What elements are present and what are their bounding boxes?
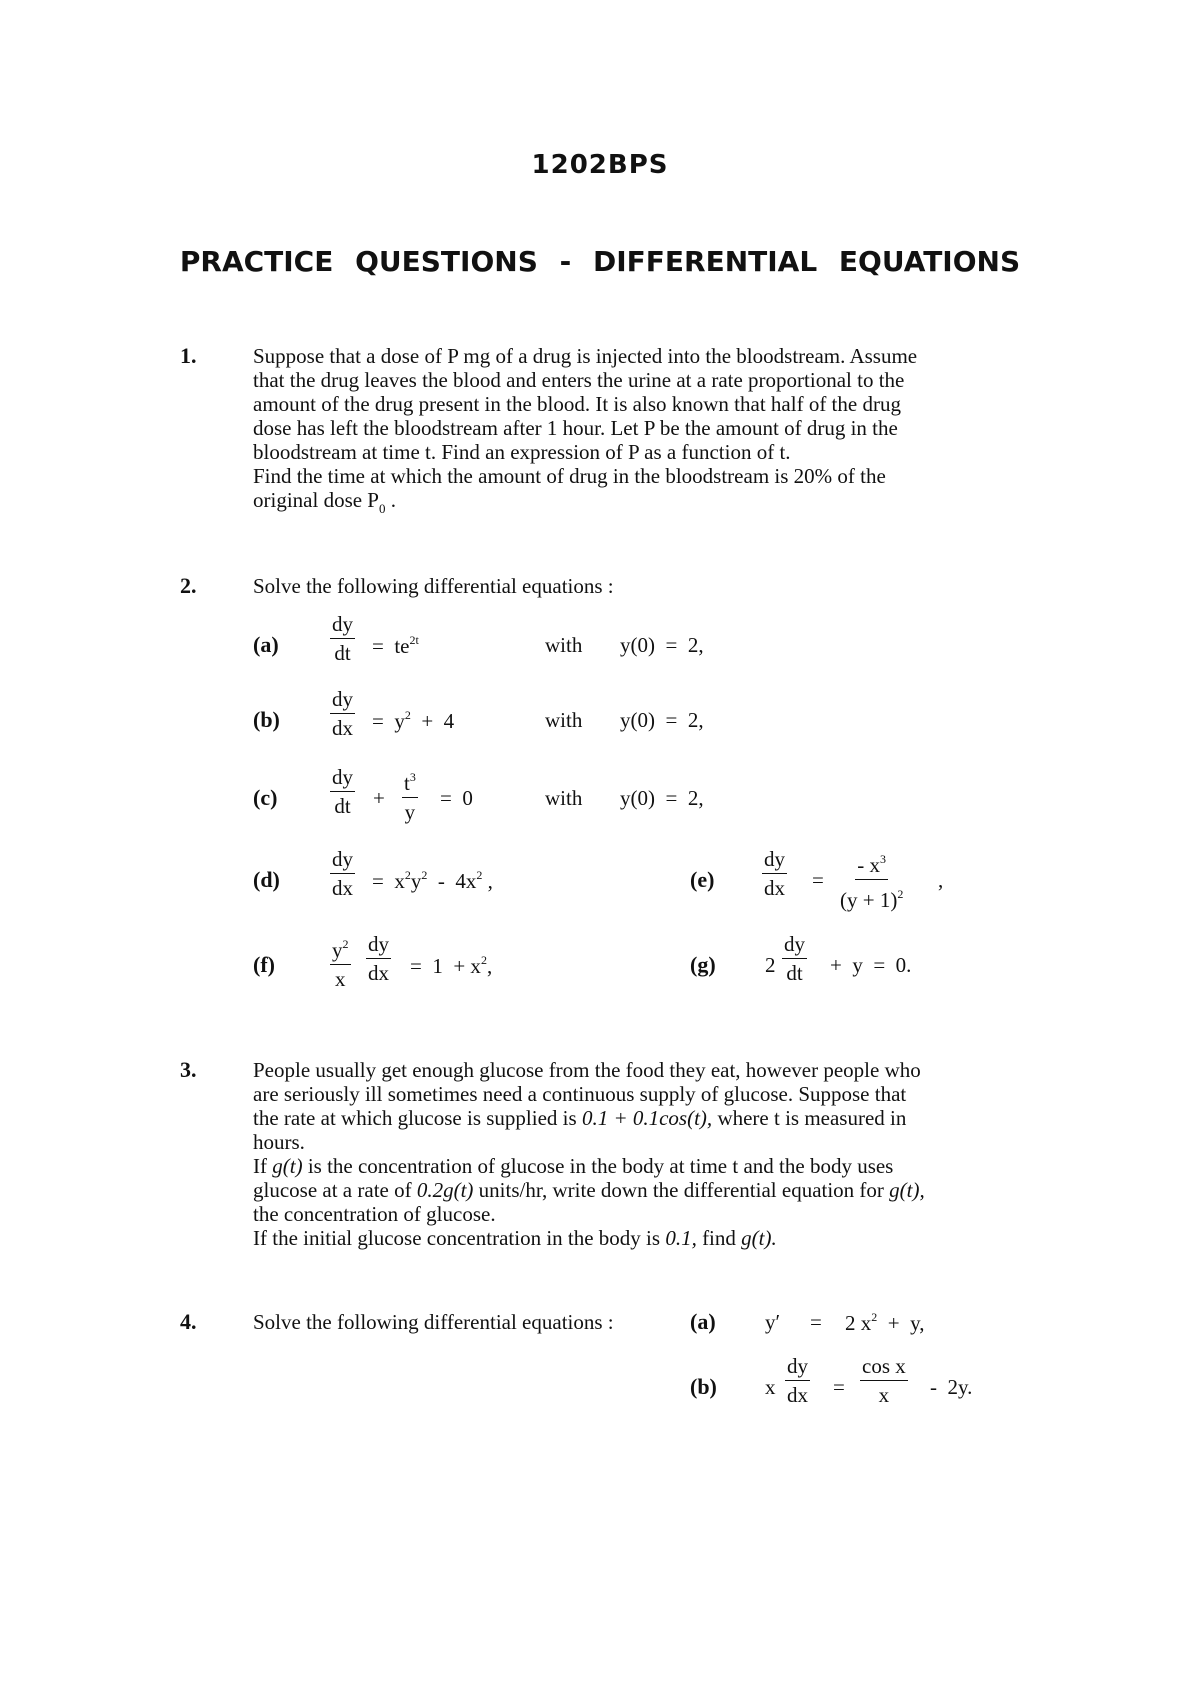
q2a-with: with — [545, 633, 583, 657]
q2a-derivative: $\frac{dy}{dt}$ — [332, 612, 353, 665]
q3-line: the rate at which glucose is supplied is 0.1 + 0.1cos(t), where t is measured in — [253, 1106, 907, 1130]
q2c-condition: y(0) = 2, — [620, 786, 704, 810]
q3-line: If the initial glucose concentration in the body is 0.1, find g(t). — [253, 1226, 777, 1250]
q2e-label: (e) — [690, 867, 715, 892]
q3-line: are seriously ill sometimes need a continuous supply of glucose. Suppose that — [253, 1082, 907, 1106]
q2d-derivative: $\frac{dy}{dx}$ — [332, 847, 353, 900]
q2b-rhs: = $y^2 + 4$ — [372, 708, 455, 733]
q1-line: Suppose that a dose of P mg of a drug is injected into the bloodstream. Assume — [253, 344, 918, 368]
question-1-number: 1. — [180, 343, 197, 368]
q2f-fraction: $\frac{y^2}{x}$ — [330, 930, 351, 993]
q1-line: Find the time at which the amount of drug in the bloodstream is 20% of the — [253, 464, 886, 488]
question-4-number: 4. — [180, 1309, 197, 1334]
q2b-label: (b) — [253, 707, 280, 732]
q2c-label: (c) — [253, 785, 278, 810]
q2a-rhs: = $te^{2t}$ — [372, 633, 419, 658]
question-2-number: 2. — [180, 573, 197, 598]
q2d-label: (d) — [253, 867, 280, 892]
q2e-fraction: $\frac{- x^3}{(y + 1)^2}$ — [840, 845, 903, 914]
q1-line: amount of the drug present in the blood. It is also known that half of the drug — [253, 392, 901, 416]
q2f-derivative: $\frac{dy}{dx}$ — [368, 932, 389, 985]
question-3-text — [253, 1058, 1053, 1250]
q2g-rhs: + y = 0. — [830, 953, 912, 977]
q2e-comma: , — [938, 868, 944, 892]
q4a-label: (a) — [690, 1309, 716, 1334]
q2a-condition: y(0) = 2, — [620, 633, 704, 657]
question-4-intro: Solve the following differential equations : — [253, 1310, 614, 1334]
question-3-number: 3. — [180, 1057, 197, 1082]
q2b-condition: y(0) = 2, — [620, 708, 704, 732]
q4a-lhs: y′ — [765, 1310, 781, 1334]
q2a-label: (a) — [253, 632, 279, 657]
q4b-rhs: - 2y. — [930, 1375, 973, 1399]
q3-line: If g(t) is the concentration of glucose in the body at time t and the body uses — [253, 1154, 894, 1178]
q2c-with: with — [545, 786, 583, 810]
q2d-rhs: = $x^2y^2 - 4x^2$ , — [372, 868, 493, 893]
q4a-rhs: 2 $x^2 + y$, — [845, 1310, 925, 1335]
q1-line: bloodstream at time t. Find an expression of P as a function of t. — [253, 440, 791, 464]
q4b-x: x — [765, 1375, 776, 1399]
q2b-with: with — [545, 708, 583, 732]
q2f-label: (f) — [253, 952, 275, 977]
q2c-derivative: $\frac{dy}{dt}$ — [332, 765, 353, 818]
q3-line: the concentration of glucose. — [253, 1202, 496, 1226]
q2b-derivative: $\frac{dy}{dx}$ — [332, 687, 353, 740]
q1-last-line: original dose $P_0$ . — [253, 488, 396, 516]
page-title: PRACTICE QUESTIONS - DIFFERENTIAL EQUATIONS — [179, 245, 1021, 278]
q3-line: People usually get enough glucose from the food they eat, however people who — [253, 1058, 921, 1082]
q2c-fraction: $\frac{t^3}{y}$ — [402, 763, 418, 826]
q2e-equals: = — [812, 868, 824, 892]
q2g-derivative: $\frac{dy}{dt}$ — [784, 932, 805, 985]
q4b-derivative: $\frac{dy}{dx}$ — [787, 1354, 808, 1407]
q2g-label: (g) — [690, 952, 716, 977]
q4b-equals: = — [833, 1375, 845, 1399]
q4a-equals: = — [810, 1310, 822, 1334]
course-code: 1202BPS — [531, 150, 669, 180]
q1-line: dose has left the bloodstream after 1 hour. Let P be the amount of drug in the — [253, 416, 898, 440]
q3-line: hours. — [253, 1130, 305, 1154]
q3-line: glucose at a rate of 0.2g(t) units/hr, write down the differential equation for g(t), — [253, 1178, 925, 1202]
q4b-label: (b) — [690, 1374, 717, 1399]
question-1-text — [253, 344, 1053, 521]
question-2-intro: Solve the following differential equations : — [253, 574, 614, 598]
q2g-coefficient: 2 — [765, 953, 776, 977]
q2e-derivative: $\frac{dy}{dx}$ — [764, 847, 785, 900]
q2c-plus: + — [373, 786, 385, 810]
q2c-rhs: = 0 — [440, 786, 473, 810]
q4b-fraction: $\frac{\text{cos x}}{x}$ — [862, 1354, 906, 1407]
q2f-rhs: = $1 + x^2$, — [410, 953, 493, 978]
q1-line: that the drug leaves the blood and enters the urine at a rate proportional to the — [253, 368, 905, 392]
